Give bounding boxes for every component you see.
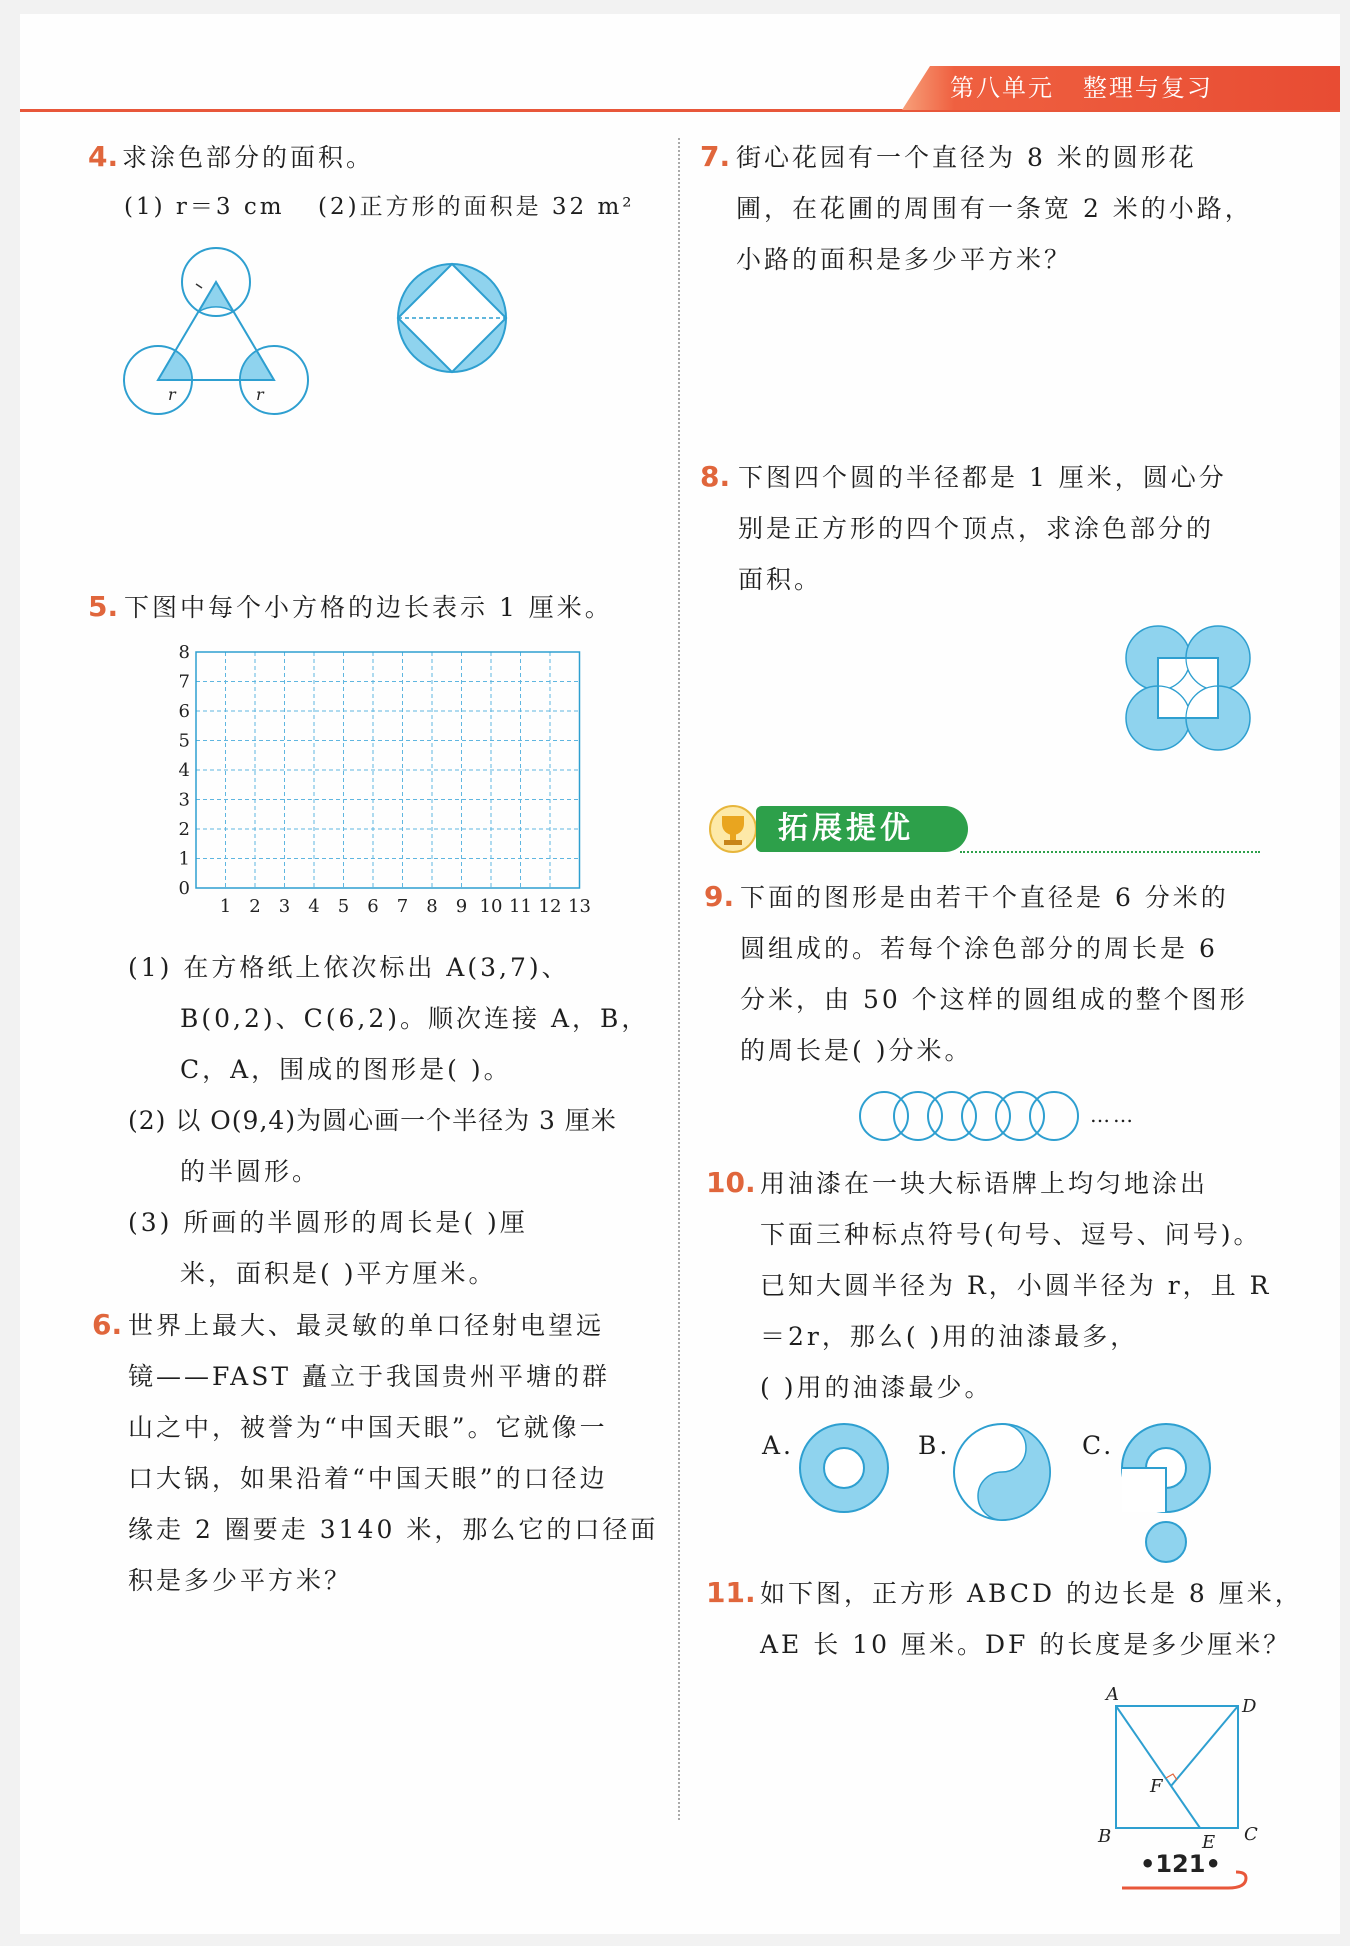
q9-ellipsis: ……	[1090, 1103, 1136, 1127]
q5-title: 下图中每个小方格的边长表示 1 厘米。	[124, 593, 613, 622]
q11-point-e: E	[1202, 1832, 1216, 1850]
q8-four-circles-figure	[1120, 620, 1260, 760]
q6-line2: 镜——FAST 矗立于我国贵州平塘的群	[128, 1362, 610, 1391]
q10-number: 10.	[706, 1166, 756, 1199]
q7-line2: 圃，在花圃的周围有一条宽 2 米的小路，	[736, 194, 1253, 223]
q5-part1	[128, 942, 649, 1299]
q6-line3: 山之中，被誉为“中国天眼”。它就像一	[128, 1413, 608, 1442]
grid-x-label: 7	[396, 896, 409, 917]
grid-x-label: 13	[568, 896, 591, 917]
q10-option-a-label: A.	[762, 1431, 795, 1460]
q4-title: 求涂色部分的面积。	[122, 143, 375, 172]
q10-option-b-figure	[950, 1420, 1060, 1530]
q11-point-c: C	[1244, 1824, 1258, 1845]
trophy-icon	[704, 804, 762, 854]
grid-x-label: 4	[308, 896, 320, 917]
q11-text	[760, 1568, 1303, 1670]
page-number: •121•	[1140, 1850, 1221, 1878]
q11-line2: AE 长 10 厘米。DF 的长度是多少厘米？	[760, 1630, 1292, 1659]
q9-line2: 圆组成的。若每个涂色部分的周长是 6	[740, 934, 1218, 963]
q10-line3: 已知大圆半径为 R，小圆半径为 r，且 R	[760, 1271, 1272, 1300]
q7-line3: 小路的面积是多少平方米？	[736, 245, 1073, 274]
q9-line4: 的周长是( )分米。	[740, 1036, 973, 1065]
grid-x-label: 3	[278, 896, 291, 917]
grid-y-label: 2	[178, 819, 190, 840]
grid-y-label: 6	[178, 701, 190, 722]
q4-label-r-left: r	[168, 385, 176, 404]
q10-line2: 下面三种标点符号(句号、逗号、问号)。	[760, 1220, 1262, 1249]
column-divider	[678, 138, 680, 1820]
q10-line5: ( )用的油漆最少。	[760, 1373, 993, 1402]
q11-point-f: F	[1150, 1776, 1163, 1797]
q9-line1: 下面的图形是由若干个直径是 6 分米的	[740, 883, 1229, 912]
q7-number: 7.	[700, 140, 731, 173]
q10-text	[760, 1158, 1271, 1413]
grid-x-label: 5	[337, 896, 350, 917]
q6-line1: 世界上最大、最灵敏的单口径射电望远	[128, 1311, 605, 1340]
grid-y-label: 8	[178, 642, 190, 663]
q4-triangle-figure	[118, 240, 318, 430]
q8-line3: 面积。	[738, 565, 823, 594]
q11-square-figure	[1090, 1680, 1270, 1850]
q5-p2-line1: (2) 以 O(9,4)为圆心画一个半径为 3 厘米	[128, 1106, 617, 1135]
page-number-swoosh	[1118, 1866, 1258, 1896]
grid-y-label: 1	[178, 848, 190, 870]
grid-y-label: 5	[178, 730, 190, 752]
q5-p1-line3: C，A，围成的图形是( )。	[180, 1055, 512, 1084]
q7-line1: 街心花园有一个直径为 8 米的圆形花	[736, 143, 1197, 172]
q5-p2-line2: 的半圆形。	[180, 1157, 321, 1186]
q10-line1: 用油漆在一块大标语牌上均匀地涂出	[760, 1169, 1209, 1198]
grid-x-label: 6	[367, 896, 379, 917]
grid-x-label: 9	[455, 896, 468, 917]
grid-x-label: 10	[479, 896, 503, 917]
q5-p3-line2: 米，面积是( )平方厘米。	[180, 1259, 497, 1288]
grid-y-label: 4	[178, 760, 190, 781]
q10-option-c-label: C.	[1082, 1431, 1115, 1460]
q7-text	[736, 132, 1253, 285]
q8-line2: 别是正方形的四个顶点，求涂色部分的	[738, 514, 1215, 543]
grid-x-label: 12	[538, 896, 562, 917]
q6-line6: 积是多少平方米？	[128, 1566, 353, 1595]
q10-option-c-figure	[1116, 1420, 1216, 1568]
section-title: 拓展提优	[756, 806, 968, 852]
q5-p3-line1: (3) 所画的半圆形的周长是( )厘	[128, 1208, 528, 1237]
q11-point-a: A	[1106, 1684, 1119, 1705]
q9-line3: 分米，由 50 个这样的圆组成的整个图形	[740, 985, 1248, 1014]
q11-line1: 如下图，正方形 ABCD 的边长是 8 厘米，	[760, 1579, 1303, 1608]
q8-text	[738, 452, 1227, 605]
q4-label-r-right: r	[256, 385, 264, 404]
q6-number: 6.	[92, 1308, 123, 1341]
section-dotted-rule	[960, 851, 1260, 853]
q9-text	[740, 872, 1248, 1076]
q9-number: 9.	[704, 880, 735, 913]
grid-x-label: 2	[249, 896, 261, 917]
q4-circle-square-figure	[396, 260, 516, 380]
q11-point-b: B	[1098, 1826, 1112, 1847]
q9-circle-chain-figure	[856, 1088, 1116, 1148]
grid-x-label: 8	[426, 896, 438, 917]
grid-x-label: 11	[509, 896, 532, 917]
q6-text	[128, 1300, 658, 1606]
q4-number: 4.	[88, 140, 119, 173]
header-topic: 整理与复习	[1082, 74, 1213, 102]
grid-y-label: 7	[178, 671, 190, 693]
grid-y-label: 0	[178, 878, 190, 899]
q11-number: 11.	[706, 1576, 756, 1609]
q5-number: 5.	[88, 590, 119, 623]
q8-line1: 下图四个圆的半径都是 1 厘米，圆心分	[738, 463, 1227, 492]
header-unit: 第八单元	[950, 74, 1054, 102]
q4-part2: (2)正方形的面积是 32 m²	[318, 194, 635, 220]
q5-p1-line1: (1) 在方格纸上依次标出 A(3,7)、	[128, 953, 570, 982]
grid-y-label: 3	[178, 789, 190, 811]
q10-option-a-figure	[796, 1420, 896, 1520]
q6-line5: 缘走 2 圈要走 3140 米，那么它的口径面	[128, 1515, 659, 1544]
q6-line4: 口大锅，如果沿着“中国天眼”的口径边	[128, 1464, 608, 1493]
grid-x-label: 1	[219, 896, 232, 917]
q5-grid-paper	[172, 642, 602, 932]
q5-p1-line2: B(0,2)、C(6,2)。顺次连接 A，B，	[180, 1004, 650, 1033]
q10-line4: ＝2r，那么( )用的油漆最多，	[760, 1322, 1139, 1351]
q10-option-b-label: B.	[918, 1431, 951, 1460]
q4-part1: (1) r＝3 cm	[124, 194, 285, 220]
q11-point-d: D	[1242, 1696, 1257, 1717]
q8-number: 8.	[700, 460, 731, 493]
header-title	[950, 68, 1213, 108]
